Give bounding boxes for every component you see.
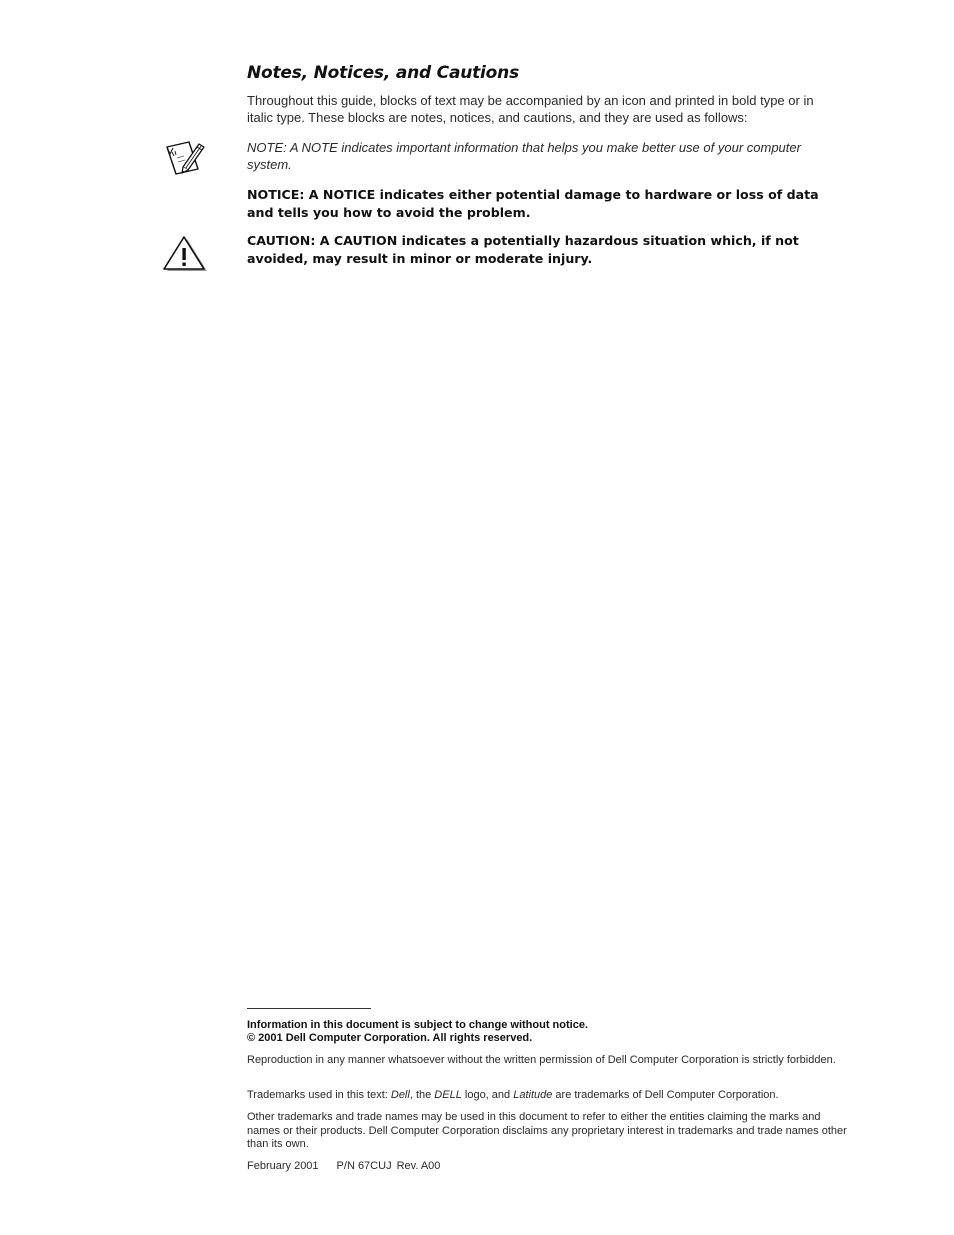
note-pencil-icon xyxy=(164,138,208,178)
footer-other-trademarks: Other trademarks and trade names may be used in this document to refer to either the entities claiming the marks and names or their products. Dell Computer Corporation disclaims any proprietary interest in trademarks and trade names other than its own. xyxy=(247,1111,847,1150)
trademarks-sep2: logo, and xyxy=(461,1089,514,1101)
trademark-dell-logo: DELL xyxy=(434,1089,462,1101)
trademark-latitude: Latitude xyxy=(513,1089,553,1101)
revision: Rev. A00 xyxy=(396,1160,441,1172)
trademark-dell: Dell xyxy=(390,1089,410,1101)
trademarks-suffix: are trademarks of Dell Computer Corporation. xyxy=(552,1089,779,1101)
notice-text: NOTICE: A NOTICE indicates either potential damage to hardware or loss of data and tells you how to avoid the problem. xyxy=(247,187,819,220)
caution-triangle-icon xyxy=(162,235,208,273)
footer-legal-header xyxy=(247,1019,847,1045)
footer-trademarks xyxy=(247,1089,847,1103)
part-number: P/N 67CUJ xyxy=(336,1160,392,1172)
note-text: NOTE: A NOTE indicates important information that helps you make better use of your computer system. xyxy=(247,140,801,172)
footer-reproduction: Reproduction in any manner whatsoever without the written permission of Dell Computer Corporation is strictly forbidden. xyxy=(247,1054,836,1066)
page-title: Notes, Notices, and Cautions xyxy=(247,63,519,83)
footer-copyright: © 2001 Dell Computer Corporation. All rights reserved. xyxy=(247,1032,533,1044)
footer-change-notice: Information in this document is subject to change without notice. xyxy=(247,1019,589,1031)
caution-text: CAUTION: A CAUTION indicates a potentially hazardous situation which, if not avoided, may result in minor or moderate injury. xyxy=(247,233,799,266)
trademarks-sep1: , the xyxy=(409,1089,435,1101)
trademarks-prefix: Trademarks used in this text: xyxy=(247,1089,391,1101)
intro-paragraph: Throughout this guide, blocks of text may be accompanied by an icon and printed in bold type or in italic type. These blocks are notes, notices, and cautions, and they are used as follows: xyxy=(247,93,814,125)
publication-date: February 2001 xyxy=(247,1160,319,1172)
footer-divider xyxy=(247,1008,371,1009)
footer-publication-info xyxy=(247,1160,847,1174)
